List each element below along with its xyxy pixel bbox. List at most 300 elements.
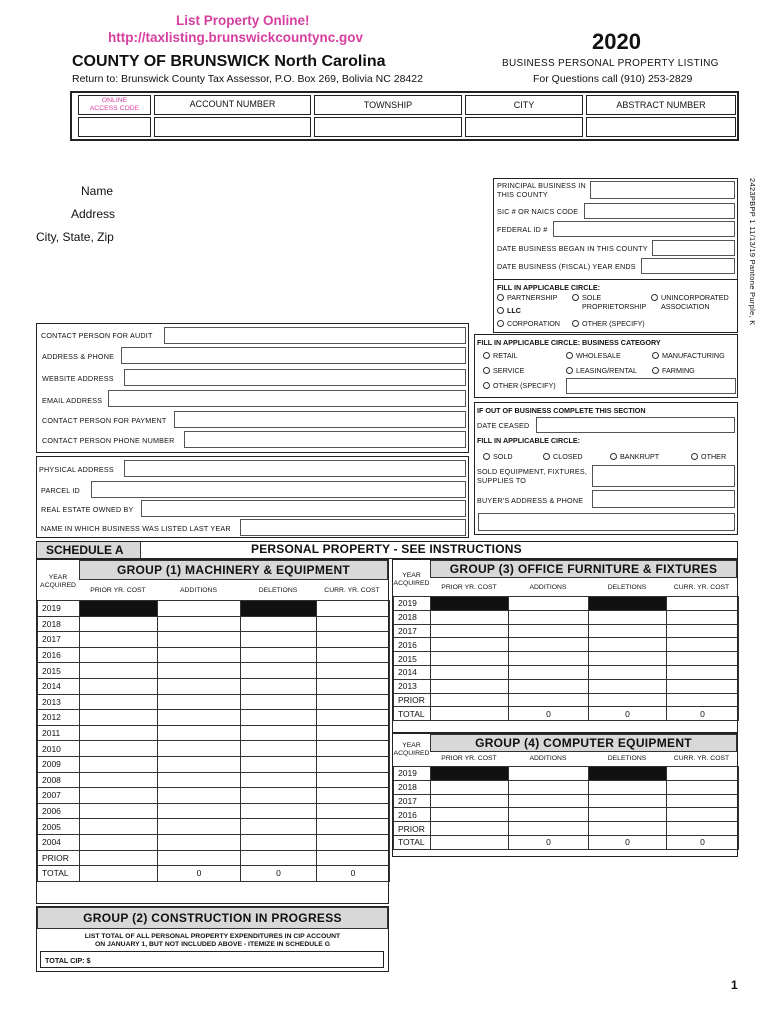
township-header: TOWNSHIP <box>314 95 462 115</box>
fiscal-year-label: DATE BUSINESS (FISCAL) YEAR ENDS <box>497 262 636 271</box>
cost-input-cell[interactable] <box>80 663 158 679</box>
group2-note: LIST TOTAL OF ALL PERSONAL PROPERTY EXPENDITURES IN CIP ACCOUNT ON JANUARY 1, BUT NOT INCLUDED ABOVE - ITEMIZE IN SCHEDULE G <box>84 933 341 948</box>
g1-year-acquired-label: YEAR ACQUIRED <box>40 574 76 589</box>
group3-row <box>394 707 739 721</box>
business-category-label: FILL IN APPLICABLE CIRCLE: BUSINESS CATEGORY <box>477 338 661 347</box>
group3-row <box>394 624 739 638</box>
county-title: COUNTY OF BRUNSWICK North Carolina <box>72 53 386 70</box>
year-label: 2013 <box>394 679 431 693</box>
cost-input-cell[interactable] <box>431 693 509 707</box>
group2-title: GROUP (2) CONSTRUCTION IN PROGRESS <box>37 907 388 929</box>
payment-contact-label: CONTACT PERSON FOR PAYMENT <box>42 416 167 425</box>
cost-input-cell[interactable] <box>158 803 241 819</box>
cost-input-cell[interactable] <box>80 647 158 663</box>
city-header: CITY <box>465 95 583 115</box>
cost-input-cell[interactable] <box>509 624 589 638</box>
cost-input-cell[interactable] <box>158 601 241 617</box>
cost-input-cell[interactable] <box>80 616 158 632</box>
total-cell <box>80 866 158 882</box>
cost-input-cell[interactable] <box>509 610 589 624</box>
cost-input-cell[interactable] <box>80 819 158 835</box>
address-label: Address <box>71 207 116 221</box>
cost-input-cell[interactable] <box>317 850 390 866</box>
year-label: TOTAL <box>38 866 80 882</box>
website-label: WEBSITE ADDRESS <box>42 374 114 383</box>
cost-input-cell[interactable] <box>431 638 509 652</box>
year-label: 2017 <box>394 794 431 808</box>
cost-input-cell[interactable] <box>509 679 589 693</box>
group3-row <box>394 665 739 679</box>
cost-input-cell[interactable] <box>158 725 241 741</box>
blocked-cell <box>589 767 667 781</box>
cost-input-cell[interactable] <box>509 652 589 666</box>
group3-title: GROUP (3) OFFICE FURNITURE & FIXTURES <box>430 560 737 578</box>
cost-input-cell[interactable] <box>317 834 390 850</box>
form-title: BUSINESS PERSONAL PROPERTY LISTING <box>502 58 719 69</box>
date-ceased-label: DATE CEASED <box>477 421 530 430</box>
address-phone-field[interactable] <box>121 347 466 364</box>
cost-input-cell[interactable] <box>241 725 317 741</box>
form-year: 2020 <box>592 29 641 54</box>
cost-input-cell[interactable] <box>431 808 509 822</box>
cost-input-cell[interactable] <box>317 710 390 726</box>
g3-current-cost-header: CURR. YR. COST <box>673 584 730 591</box>
cost-input-cell[interactable] <box>158 741 241 757</box>
cost-input-cell[interactable] <box>80 788 158 804</box>
cost-input-cell[interactable] <box>589 679 667 693</box>
year-label: 2017 <box>394 624 431 638</box>
cost-input-cell[interactable] <box>589 808 667 822</box>
g4-current-cost-header: CURR. YR. COST <box>673 755 730 762</box>
year-label: 2009 <box>38 756 80 772</box>
parcel-id-field[interactable] <box>91 481 466 498</box>
group1-row <box>38 741 390 757</box>
cost-input-cell[interactable] <box>158 647 241 663</box>
cost-input-cell[interactable] <box>241 741 317 757</box>
group1-row <box>38 850 390 866</box>
org-option-other[interactable]: OTHER (SPECIFY) <box>572 319 645 328</box>
cost-input-cell[interactable] <box>667 638 739 652</box>
contact-phone-label: CONTACT PERSON PHONE NUMBER <box>42 436 175 445</box>
cost-input-cell[interactable] <box>509 693 589 707</box>
category-farming[interactable]: FARMING <box>652 366 695 375</box>
online-listing-url[interactable]: http://taxlisting.brunswickcountync.gov <box>108 30 364 45</box>
group3-row <box>394 638 739 652</box>
cost-input-cell[interactable] <box>589 624 667 638</box>
out-of-business-title: IF OUT OF BUSINESS COMPLETE THIS SECTION <box>477 406 646 415</box>
year-label: 2006 <box>38 803 80 819</box>
g1-deletions-header: DELETIONS <box>258 587 298 594</box>
group3-row <box>394 597 739 611</box>
total-cip-field[interactable]: TOTAL CIP: $ <box>40 951 384 968</box>
cost-input-cell[interactable] <box>317 803 390 819</box>
year-label: PRIOR <box>394 822 431 836</box>
category-wholesale[interactable]: WHOLESALE <box>566 351 621 360</box>
real-estate-owner-field[interactable] <box>141 500 466 517</box>
abstract-number-header: ABSTRACT NUMBER <box>586 95 736 115</box>
cost-input-cell[interactable] <box>431 822 509 836</box>
cost-input-cell[interactable] <box>80 850 158 866</box>
year-label: 2013 <box>38 694 80 710</box>
cost-input-cell[interactable] <box>667 794 739 808</box>
cost-input-cell[interactable] <box>80 772 158 788</box>
group3-row <box>394 693 739 707</box>
cost-input-cell[interactable] <box>509 767 589 781</box>
g4-deletions-header: DELETIONS <box>607 755 647 762</box>
cost-input-cell[interactable] <box>80 694 158 710</box>
cost-input-cell[interactable] <box>241 850 317 866</box>
cost-input-cell[interactable] <box>317 741 390 757</box>
cost-input-cell[interactable] <box>80 678 158 694</box>
group1-row <box>38 803 390 819</box>
total-cell: 0 <box>667 835 739 849</box>
cost-input-cell[interactable] <box>589 638 667 652</box>
g1-prior-cost-header: PRIOR YR. COST <box>90 587 146 594</box>
cost-input-cell[interactable] <box>431 610 509 624</box>
cost-input-cell[interactable] <box>317 678 390 694</box>
email-field[interactable] <box>108 390 466 407</box>
cost-input-cell[interactable] <box>667 665 739 679</box>
cost-input-cell[interactable] <box>589 610 667 624</box>
fiscal-year-field[interactable] <box>641 258 735 274</box>
total-cell: 0 <box>158 866 241 882</box>
year-label: 2018 <box>38 616 80 632</box>
org-option-llc[interactable]: LLC <box>497 306 521 315</box>
principal-business-field[interactable] <box>590 181 735 199</box>
category-service[interactable]: SERVICE <box>483 366 524 375</box>
cost-input-cell[interactable] <box>241 616 317 632</box>
cost-input-cell[interactable] <box>317 788 390 804</box>
date-began-field[interactable] <box>652 240 735 256</box>
cost-input-cell[interactable] <box>241 756 317 772</box>
org-option-sole[interactable]: SOLE PROPRIETORSHIP <box>572 293 662 311</box>
group1-row <box>38 694 390 710</box>
group1-title: GROUP (1) MACHINERY & EQUIPMENT <box>79 560 388 580</box>
city-field[interactable] <box>465 117 583 137</box>
cost-input-cell[interactable] <box>158 694 241 710</box>
cost-input-cell[interactable] <box>241 803 317 819</box>
year-label: 2008 <box>38 772 80 788</box>
cost-input-cell[interactable] <box>509 794 589 808</box>
g4-additions-header: ADDITIONS <box>529 755 567 762</box>
cost-input-cell[interactable] <box>431 794 509 808</box>
year-label: TOTAL <box>394 707 431 721</box>
cost-input-cell[interactable] <box>241 710 317 726</box>
online-code-label-1: ONLINE <box>101 97 128 104</box>
schedule-a-label: SCHEDULE A <box>37 542 141 558</box>
cost-input-cell[interactable] <box>241 632 317 648</box>
category-other[interactable]: OTHER (SPECIFY) <box>483 381 556 390</box>
cost-input-cell[interactable] <box>317 616 390 632</box>
group1-table <box>37 600 390 882</box>
total-cell: 0 <box>589 707 667 721</box>
oob-option-bankrupt[interactable]: BANKRUPT <box>610 452 659 461</box>
g3-year-acquired-label: YEAR ACQUIRED <box>393 572 430 587</box>
cost-input-cell[interactable] <box>509 808 589 822</box>
oob-option-sold[interactable]: SOLD <box>483 452 513 461</box>
blocked-cell <box>589 597 667 611</box>
org-option-partnership[interactable]: PARTNERSHIP <box>497 293 557 302</box>
year-label: 2019 <box>394 597 431 611</box>
year-label: 2014 <box>394 665 431 679</box>
parcel-id-label: PARCEL ID <box>41 486 80 495</box>
sic-field[interactable] <box>584 203 735 219</box>
buyer-address-field-2[interactable] <box>478 513 735 531</box>
real-estate-owner-label: REAL ESTATE OWNED BY <box>41 505 134 514</box>
cost-input-cell[interactable] <box>241 694 317 710</box>
online-access-code-field[interactable] <box>78 117 151 137</box>
group1-row <box>38 725 390 741</box>
year-label: 2014 <box>38 678 80 694</box>
sold-equipment-label: SOLD EQUIPMENT, FIXTURES, SUPPLIES TO <box>477 467 588 485</box>
cost-input-cell[interactable] <box>158 663 241 679</box>
group4-row <box>394 767 739 781</box>
year-label: 2015 <box>394 652 431 666</box>
cost-input-cell[interactable] <box>509 597 589 611</box>
cost-input-cell[interactable] <box>431 624 509 638</box>
group1-row <box>38 866 390 882</box>
cost-input-cell[interactable] <box>158 819 241 835</box>
cost-input-cell[interactable] <box>667 822 739 836</box>
year-label: 2018 <box>394 610 431 624</box>
cost-input-cell[interactable] <box>241 819 317 835</box>
group4-row <box>394 808 739 822</box>
sold-equipment-field[interactable] <box>592 465 735 487</box>
cost-input-cell[interactable] <box>158 616 241 632</box>
cost-input-cell[interactable] <box>80 632 158 648</box>
group3-row <box>394 610 739 624</box>
cost-input-cell[interactable] <box>241 678 317 694</box>
g4-year-acquired-label: YEAR ACQUIRED <box>393 742 430 757</box>
category-leasing[interactable]: LEASING/RENTAL <box>566 366 637 375</box>
return-address: Return to: Brunswick County Tax Assessor, P.O. Box 269, Bolivia NC 28422 <box>72 73 423 85</box>
total-cell: 0 <box>589 835 667 849</box>
cost-input-cell[interactable] <box>589 665 667 679</box>
online-code-label-2: ACCESS CODE <box>89 105 140 112</box>
group1-row <box>38 663 390 679</box>
cost-input-cell[interactable] <box>317 819 390 835</box>
total-cell: 0 <box>509 835 589 849</box>
group3-row <box>394 679 739 693</box>
oob-option-closed[interactable]: CLOSED <box>543 452 583 461</box>
group1-row <box>38 678 390 694</box>
cost-input-cell[interactable] <box>241 788 317 804</box>
total-cell: 0 <box>667 707 739 721</box>
cost-input-cell[interactable] <box>317 647 390 663</box>
cost-input-cell[interactable] <box>80 834 158 850</box>
g4-prior-cost-header: PRIOR YR. COST <box>441 755 497 762</box>
category-other-field[interactable] <box>566 378 736 394</box>
group4-row <box>394 780 739 794</box>
contact-audit-field[interactable] <box>164 327 466 344</box>
year-label: 2012 <box>38 710 80 726</box>
contact-audit-label: CONTACT PERSON FOR AUDIT <box>41 331 153 340</box>
g3-prior-cost-header: PRIOR YR. COST <box>441 584 497 591</box>
cost-input-cell[interactable] <box>80 741 158 757</box>
cost-input-cell[interactable] <box>80 756 158 772</box>
year-label: 2016 <box>394 638 431 652</box>
org-option-unincorporated[interactable]: UNINCORPORATED ASSOCIATION <box>651 293 735 311</box>
blocked-cell <box>431 767 509 781</box>
cost-input-cell[interactable] <box>509 822 589 836</box>
group4-row <box>394 835 739 849</box>
group4-title: GROUP (4) COMPUTER EQUIPMENT <box>430 734 737 752</box>
year-label: 2010 <box>38 741 80 757</box>
category-retail[interactable]: RETAIL <box>483 351 518 360</box>
cost-input-cell[interactable] <box>509 638 589 652</box>
listed-name-label: NAME IN WHICH BUSINESS WAS LISTED LAST YEAR <box>41 524 231 533</box>
cost-input-cell[interactable] <box>589 780 667 794</box>
g3-additions-header: ADDITIONS <box>529 584 567 591</box>
group1-row <box>38 788 390 804</box>
cost-input-cell[interactable] <box>241 647 317 663</box>
online-access-code-label-box <box>78 95 151 115</box>
cost-input-cell[interactable] <box>158 756 241 772</box>
schedule-a-title: PERSONAL PROPERTY - SEE INSTRUCTIONS <box>251 542 522 556</box>
cost-input-cell[interactable] <box>241 663 317 679</box>
year-label: TOTAL <box>394 835 431 849</box>
sic-label: SIC # OR NAICS CODE <box>497 207 579 216</box>
cost-input-cell[interactable] <box>158 678 241 694</box>
cost-input-cell[interactable] <box>317 694 390 710</box>
cost-input-cell[interactable] <box>317 632 390 648</box>
g1-current-cost-header: CURR. YR. COST <box>324 587 380 594</box>
federal-id-field[interactable] <box>553 221 735 237</box>
cost-input-cell[interactable] <box>667 780 739 794</box>
cost-input-cell[interactable] <box>431 780 509 794</box>
cost-input-cell[interactable] <box>317 663 390 679</box>
date-ceased-field[interactable] <box>536 417 735 433</box>
year-label: 2016 <box>394 808 431 822</box>
category-manufacturing[interactable]: MANUFACTURING <box>652 351 725 360</box>
year-label: 2018 <box>394 780 431 794</box>
abstract-number-field[interactable] <box>586 117 736 137</box>
listed-name-field[interactable] <box>240 519 466 536</box>
cost-input-cell[interactable] <box>158 834 241 850</box>
total-cell: 0 <box>317 866 390 882</box>
year-label: 2011 <box>38 725 80 741</box>
total-cell <box>431 707 509 721</box>
cost-input-cell[interactable] <box>589 822 667 836</box>
cost-input-cell[interactable] <box>431 679 509 693</box>
federal-id-label: FEDERAL ID # <box>497 225 548 234</box>
group3-table <box>393 596 739 721</box>
cost-input-cell[interactable] <box>667 767 739 781</box>
org-fill-circle-label: FILL IN APPLICABLE CIRCLE: <box>497 283 601 292</box>
city-state-zip-label: City, State, Zip <box>36 230 114 244</box>
payment-contact-field[interactable] <box>174 411 466 428</box>
account-number-field[interactable] <box>154 117 311 137</box>
year-label: 2017 <box>38 632 80 648</box>
group1-row <box>38 616 390 632</box>
group4-table <box>393 766 739 850</box>
cost-input-cell[interactable] <box>667 808 739 822</box>
cost-input-cell[interactable] <box>667 610 739 624</box>
cost-input-cell[interactable] <box>667 693 739 707</box>
cost-input-cell[interactable] <box>431 652 509 666</box>
buyer-address-label: BUYER'S ADDRESS & PHONE <box>477 496 584 505</box>
buyer-address-field[interactable] <box>592 490 735 508</box>
cost-input-cell[interactable] <box>317 601 390 617</box>
page-number: 1 <box>731 978 738 992</box>
cost-input-cell[interactable] <box>509 665 589 679</box>
physical-address-field[interactable] <box>124 460 466 477</box>
cost-input-cell[interactable] <box>509 780 589 794</box>
year-label: 2005 <box>38 819 80 835</box>
cost-input-cell[interactable] <box>80 710 158 726</box>
cost-input-cell[interactable] <box>158 850 241 866</box>
cost-input-cell[interactable] <box>317 756 390 772</box>
cost-input-cell[interactable] <box>667 624 739 638</box>
name-label: Name <box>81 184 114 198</box>
cost-input-cell[interactable] <box>80 725 158 741</box>
oob-option-other[interactable]: OTHER <box>691 452 726 461</box>
date-began-label: DATE BUSINESS BEGAN IN THIS COUNTY <box>497 244 648 253</box>
group1-row <box>38 756 390 772</box>
group1-row <box>38 647 390 663</box>
group1-row <box>38 632 390 648</box>
principal-business-label: PRINCIPAL BUSINESS IN THIS COUNTY <box>497 181 586 199</box>
year-label: 2007 <box>38 788 80 804</box>
year-label: PRIOR <box>394 693 431 707</box>
account-number-header: ACCOUNT NUMBER <box>154 95 311 115</box>
cost-input-cell[interactable] <box>667 597 739 611</box>
cost-input-cell[interactable] <box>158 632 241 648</box>
physical-address-label: PHYSICAL ADDRESS <box>39 465 114 474</box>
cost-input-cell[interactable] <box>158 788 241 804</box>
cost-input-cell[interactable] <box>317 772 390 788</box>
blocked-cell <box>431 597 509 611</box>
cost-input-cell[interactable] <box>589 794 667 808</box>
group1-row <box>38 601 390 617</box>
g3-deletions-header: DELETIONS <box>607 584 647 591</box>
cost-input-cell[interactable] <box>589 693 667 707</box>
year-label: 2015 <box>38 663 80 679</box>
total-cell: 0 <box>241 866 317 882</box>
email-label: EMAIL ADDRESS <box>42 396 103 405</box>
cost-input-cell[interactable] <box>241 772 317 788</box>
questions-phone: For Questions call (910) 253-2829 <box>533 73 693 85</box>
cost-input-cell[interactable] <box>667 652 739 666</box>
cost-input-cell[interactable] <box>589 652 667 666</box>
group3-row <box>394 652 739 666</box>
cost-input-cell[interactable] <box>667 679 739 693</box>
blocked-cell <box>80 601 158 617</box>
cost-input-cell[interactable] <box>241 834 317 850</box>
township-field[interactable] <box>314 117 462 137</box>
cost-input-cell[interactable] <box>158 772 241 788</box>
side-print-code: 2423PBPP 1 11/13/19 Pantone Purple, K <box>748 178 757 326</box>
cost-input-cell[interactable] <box>431 665 509 679</box>
address-phone-label: ADDRESS & PHONE <box>42 352 115 361</box>
group1-row <box>38 834 390 850</box>
g1-additions-header: ADDITIONS <box>179 587 217 594</box>
group1-row <box>38 772 390 788</box>
online-listing-title: List Property Online! <box>176 13 310 28</box>
total-cell <box>431 835 509 849</box>
cost-input-cell[interactable] <box>80 803 158 819</box>
website-field[interactable] <box>124 369 466 386</box>
year-label: 2019 <box>394 767 431 781</box>
cost-input-cell[interactable] <box>158 710 241 726</box>
year-label: 2016 <box>38 647 80 663</box>
contact-phone-field[interactable] <box>184 431 466 448</box>
year-label: 2019 <box>38 601 80 617</box>
year-label: PRIOR <box>38 850 80 866</box>
group4-row <box>394 822 739 836</box>
cost-input-cell[interactable] <box>317 725 390 741</box>
org-option-corporation[interactable]: CORPORATION <box>497 319 560 328</box>
